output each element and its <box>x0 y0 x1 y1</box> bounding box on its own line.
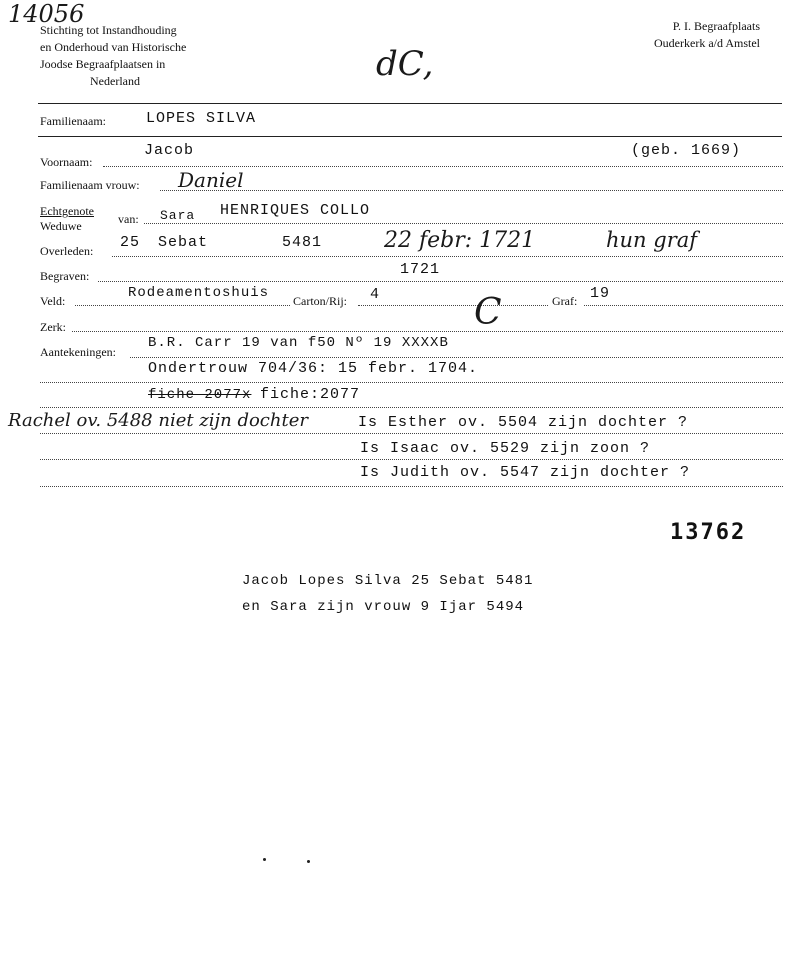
stamp-number: 13762 <box>670 520 747 545</box>
overleden-hand-note: hun graf <box>606 228 698 252</box>
note-rachel-hand: Rachel ov. 5488 niet zijn dochter <box>8 410 308 431</box>
aantekeningen-dots-6 <box>40 486 783 487</box>
overleden-dots <box>112 256 783 257</box>
note-struck: fiche 2077x <box>148 387 252 403</box>
foundation-line-3: Joodse Begraafplaatsen in <box>40 57 166 71</box>
foundation-line-4: Nederland <box>90 74 140 88</box>
van-surname: HENRIQUES COLLO <box>220 202 371 219</box>
van-firstname: Sara <box>160 208 196 223</box>
aantekeningen-dots-3 <box>40 407 783 408</box>
question-judith: Is Judith ov. 5547 zijn dochter ? <box>360 464 691 481</box>
graf-value: 19 <box>590 285 611 302</box>
familienaam-rule <box>38 136 782 137</box>
familienaam-value: LOPES SILVA <box>146 110 257 127</box>
footer-line-1: Jacob Lopes Silva 25 Sebat 5481 <box>242 573 534 589</box>
graf-dots <box>584 305 783 306</box>
familienaam-vrouw-dots <box>160 190 783 191</box>
aantekeningen-dots-1 <box>130 357 783 358</box>
aantekeningen-dots-4 <box>40 433 783 434</box>
carton-dots <box>358 305 548 306</box>
veld-dots <box>75 305 290 306</box>
graf-label: Graf: <box>552 294 578 308</box>
foundation-line-1: Stichting tot Instandhouding <box>40 23 177 37</box>
voornaam-note: (geb. 1669) <box>631 142 742 159</box>
begraven-dots <box>98 281 783 282</box>
note-ondertrouw: Ondertrouw 704/36: 15 febr. 1704. <box>148 360 479 377</box>
van-label: van: <box>118 212 139 226</box>
cemetery-name <box>654 18 760 52</box>
familienaam-vrouw-hand: Daniel <box>178 168 244 192</box>
voornaam-dots <box>103 166 783 167</box>
aantekeningen-label: Aantekeningen: <box>40 345 116 359</box>
familienaam-label: Familienaam: <box>40 114 106 128</box>
voornaam-value: Jacob <box>144 142 195 159</box>
voornaam-label: Voornaam: <box>40 155 93 169</box>
header-divider <box>38 103 782 104</box>
cemetery-line-1: P. I. Begraafplaats <box>672 19 760 33</box>
question-esther: Is Esther ov. 5504 zijn dochter ? <box>358 414 689 431</box>
note-fiche: fiche:2077 <box>260 386 361 403</box>
foundation-name <box>40 22 186 90</box>
overleden-month: Sebat <box>158 234 209 251</box>
question-isaac: Is Isaac ov. 5529 zijn zoon ? <box>360 440 651 457</box>
familienaam-vrouw-label: Familienaam vrouw: <box>40 178 140 192</box>
veld-label: Veld: <box>40 294 66 308</box>
overleden-day: 25 <box>120 234 141 251</box>
carton-label: Carton/Rij: <box>293 294 347 308</box>
zerk-label: Zerk: <box>40 320 66 334</box>
zerk-hand: C <box>474 292 502 333</box>
foundation-line-2: en Onderhoud van Historische <box>40 40 187 54</box>
handwritten-initials: dC, <box>376 44 434 84</box>
cemetery-line-2: Ouderkerk a/d Amstel <box>654 36 760 50</box>
overleden-hand-date: 22 febr: 1721 <box>384 228 536 253</box>
speck <box>263 858 266 861</box>
begraven-label: Begraven: <box>40 269 90 283</box>
note-carr: B.R. Carr 19 van f50 Nº 19 XXXXB <box>148 335 449 351</box>
veld-value: Rodeamentoshuis <box>128 285 270 301</box>
zerk-dots <box>72 331 783 332</box>
footer-line-2: en Sara zijn vrouw 9 Ijar 5494 <box>242 599 525 615</box>
overleden-label: Overleden: <box>40 244 94 258</box>
overleden-year: 5481 <box>282 234 323 251</box>
van-dots <box>144 223 783 224</box>
handwritten-number: 14056 <box>8 0 85 28</box>
aantekeningen-dots-2 <box>40 382 783 383</box>
speck <box>307 860 310 863</box>
aantekeningen-dots-5 <box>40 459 783 460</box>
weduwe-label: Weduwe <box>40 219 82 233</box>
begraven-value: 1721 <box>400 261 441 278</box>
echtgenote-label: Echtgenote <box>40 204 94 218</box>
carton-value: 4 <box>370 286 381 303</box>
